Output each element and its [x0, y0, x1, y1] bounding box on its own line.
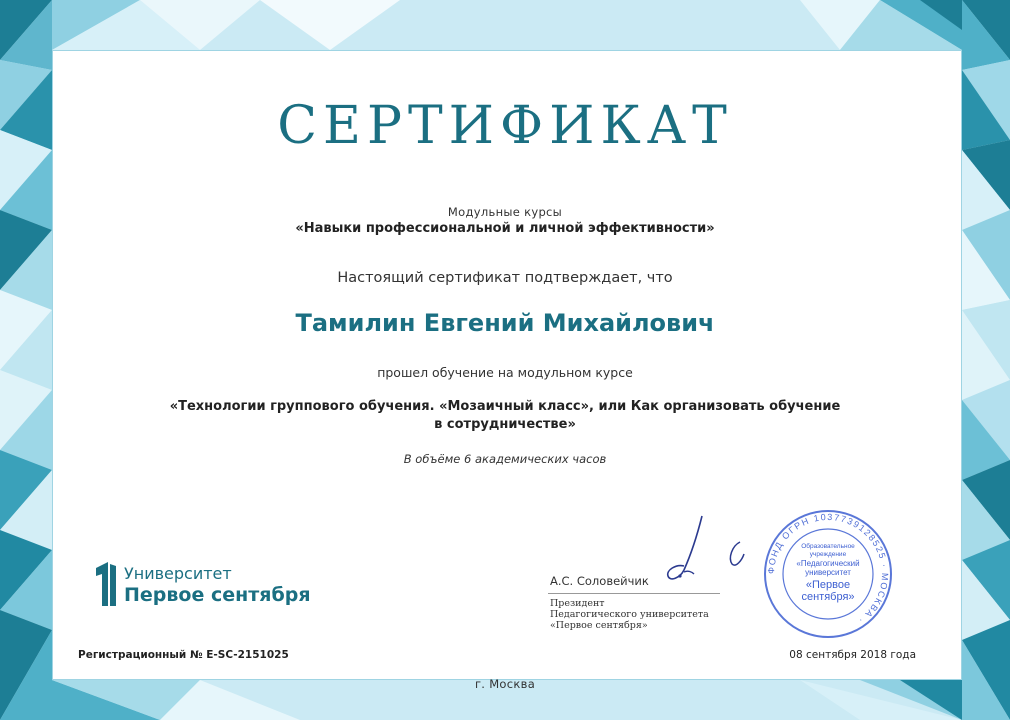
- signer-role-line: Президент: [550, 598, 605, 609]
- university-logo: [94, 562, 314, 612]
- handwritten-signature: [640, 512, 780, 592]
- certificate-title: СЕРТИФИКАТ: [277, 96, 733, 156]
- completion-text: прошел обучение на модульном курсе: [377, 365, 633, 380]
- signer-name: А.С. Соловейчик: [550, 574, 649, 588]
- signer-role-line: Педагогического университета: [550, 609, 709, 620]
- issue-city: г. Москва: [474, 677, 536, 691]
- stamp-main-line: сентября»: [801, 591, 855, 603]
- logo-line-1: Университет: [124, 564, 232, 583]
- stamp-main-line: «Первое: [805, 579, 851, 591]
- signature-line: [548, 593, 720, 594]
- course-name: «Навыки профессиональной и личной эффективности»: [295, 221, 715, 236]
- stamp-inner-line: Образовательное: [801, 543, 855, 550]
- issue-date: 08 сентября 2018 года: [789, 649, 916, 661]
- stamp-inner-line: «Педагогический: [796, 559, 860, 568]
- module-name: «Технологии группового обучения. «Мозаичный класс», или Как организовать обучение в сотрудничестве»: [169, 399, 841, 432]
- signer-role-line: «Первое сентября»: [550, 620, 648, 631]
- course-type: Модульные курсы: [447, 205, 563, 219]
- official-stamp-seal: [762, 508, 894, 640]
- registration-number: Регистрационный № E-SC-2151025: [78, 649, 289, 661]
- logo-line-2: Первое сентября: [124, 584, 311, 606]
- logo-mark-icon: [94, 562, 118, 606]
- stamp-inner-line: университет: [805, 568, 851, 577]
- hours-text: В объёме 6 академических часов: [403, 452, 607, 466]
- stamp-outer-text: ФОНД ОГРН 1037739128525 · МОСКВА ·: [765, 511, 891, 627]
- stamp-inner-line: учреждение: [809, 551, 847, 558]
- recipient-name: Тамилин Евгений Михайлович: [295, 309, 715, 337]
- signer-role: [550, 598, 750, 631]
- confirmation-text: Настоящий сертификат подтверждает, что: [337, 270, 673, 286]
